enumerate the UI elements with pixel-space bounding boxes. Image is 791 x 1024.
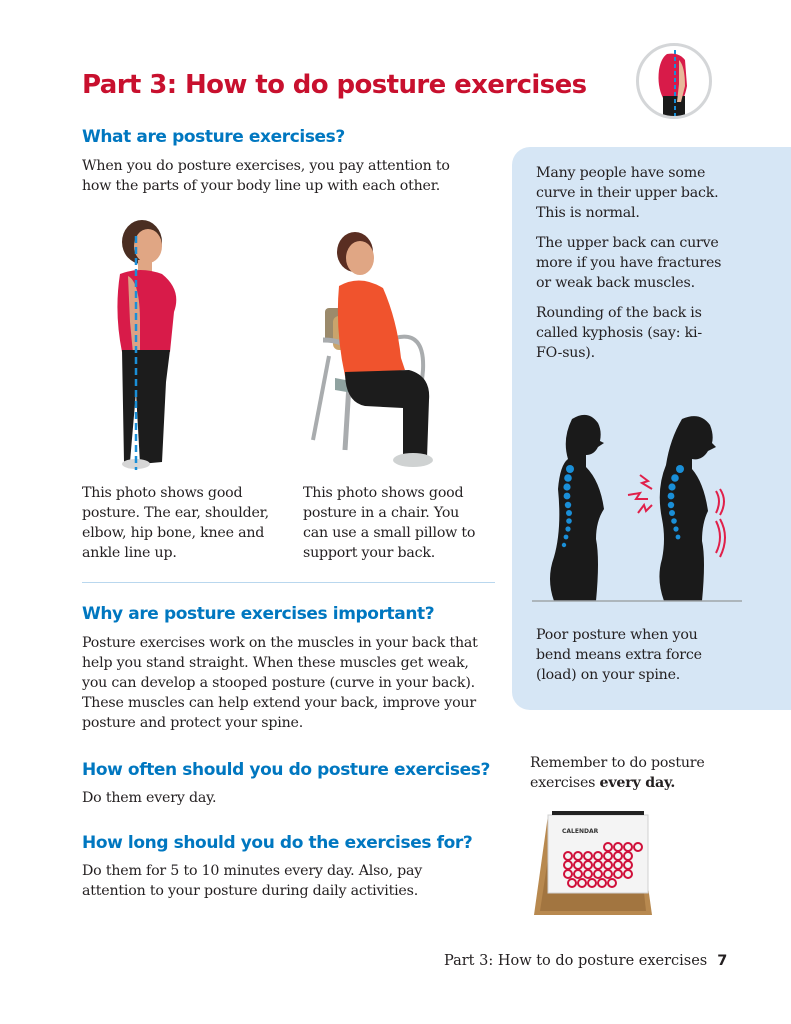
sidebar-text-4: Poor posture when you bend means extra force (load) on your spine. <box>536 627 702 683</box>
seated-posture-photo <box>305 230 445 470</box>
heading-how-often: How often should you do posture exercises? <box>82 760 490 780</box>
posture-thumbnail-icon <box>636 43 712 119</box>
footer-text: Part 3: How to do posture exercises <box>444 953 708 969</box>
calendar-icon <box>528 805 658 920</box>
sidebar-text-1: Many people have some curve in their upper back. This is normal. <box>536 165 719 221</box>
svg-text:CALENDAR: CALENDAR <box>562 828 599 835</box>
page-title: Part 3: How to do posture exercises <box>82 70 587 100</box>
standing-photo-caption: This photo shows good posture. The ear, shoulder, elbow, hip bone, knee and ankle line up. <box>82 485 269 561</box>
sidebar-text-3: Rounding of the back is called kyphosis (say: ki-FO-sus). <box>536 305 702 361</box>
heading-how-long: How long should you do the exercises for? <box>82 833 473 853</box>
reminder-text <box>530 753 730 793</box>
kyphosis-silhouette-illustration <box>532 409 742 604</box>
text-how-often: Do them every day. <box>82 790 217 806</box>
text-how-long: Do them for 5 to 10 minutes every day. Also, pay attention to your posture during daily activities. <box>82 863 423 899</box>
kyphosis-info-sidebar <box>512 147 791 710</box>
text-what: When you do posture exercises, you pay attention to how the parts of your body line up with each other. <box>82 158 450 194</box>
section-divider <box>82 582 495 583</box>
text-why: Posture exercises work on the muscles in your back that help you stand straight. When these muscles get weak, you can develop a stooped posture (curve in your back). These muscles can help extend your back, improve your posture and protect your spine. <box>82 635 478 731</box>
page-footer <box>444 953 727 969</box>
heading-why: Why are posture exercises important? <box>82 604 435 624</box>
heading-what: What are posture exercises? <box>82 127 345 147</box>
reminder-text-bold: every day. <box>599 775 676 791</box>
seated-photo-caption: This photo shows good posture in a chair. You can use a small pillow to support your back. <box>303 485 476 561</box>
page-number: 7 <box>717 953 728 969</box>
sidebar-text-2: The upper back can curve more if you have fractures or weak back muscles. <box>536 235 722 291</box>
reminder-text-regular: Remember to do posture exercises <box>530 755 705 791</box>
standing-posture-photo <box>100 212 190 472</box>
